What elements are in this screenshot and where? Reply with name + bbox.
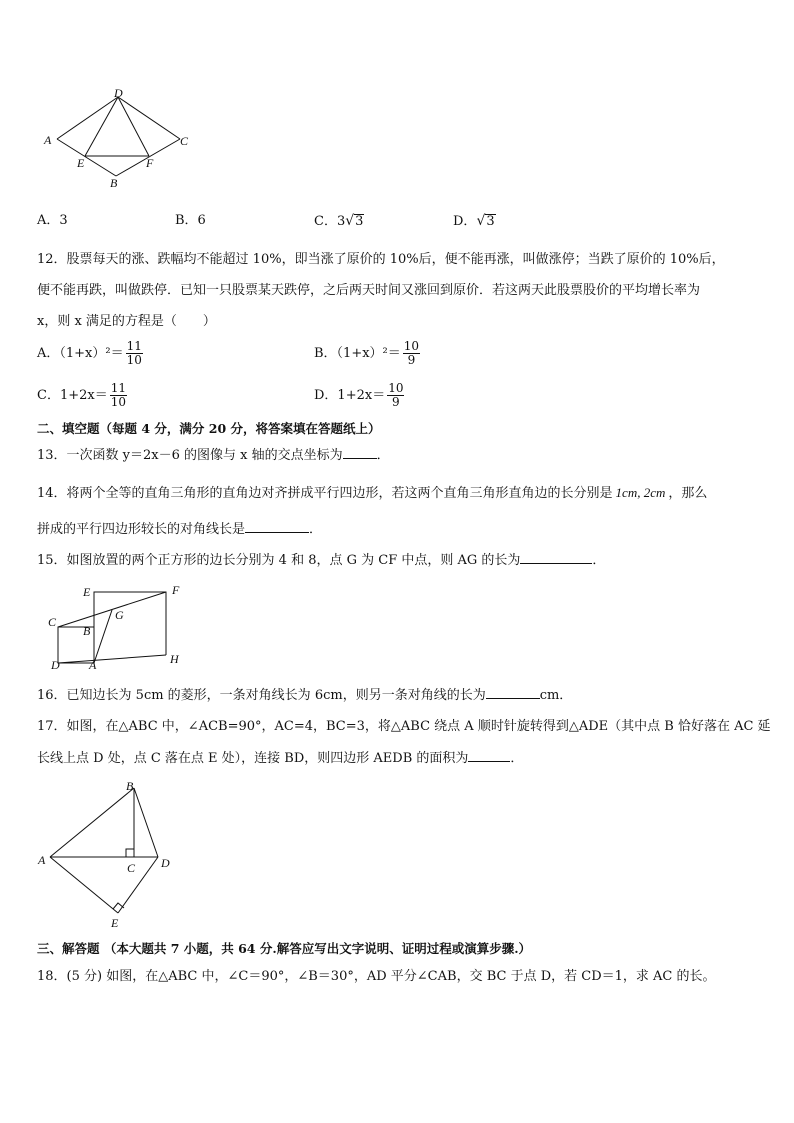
answer-blank <box>343 446 377 459</box>
label-f: F <box>172 584 180 597</box>
label-a: A <box>44 133 52 147</box>
numerator: 10 <box>403 339 420 353</box>
label-c: C <box>127 861 136 875</box>
q12-option-d <box>314 382 404 409</box>
q14-text: 14．将两个全等的直角三角形的直角边对齐拼成平行四边形，若这两个直角三角形直角边的长分别是 <box>37 486 613 501</box>
label-d: D <box>161 856 170 870</box>
fraction <box>126 340 143 367</box>
label-f: F <box>146 156 154 170</box>
fraction <box>110 382 127 409</box>
answer-blank <box>468 749 510 762</box>
answer-blank <box>245 520 309 533</box>
label-h: H <box>170 652 179 666</box>
label-a: A <box>38 853 46 867</box>
q15-end: ． <box>592 553 606 568</box>
label-e: E <box>83 585 91 599</box>
q14-line2-text: 拼成的平行四边形较长的对角线长是 <box>37 522 246 537</box>
q11-option-d-radicand: 3 <box>486 214 495 229</box>
q11-option-b: B．6 <box>175 213 206 228</box>
q16 <box>37 686 572 705</box>
q12-option-b-text: B．（1+x）²＝ <box>314 346 401 361</box>
q17-line-2 <box>37 749 523 768</box>
q11-option-c-radicand: 3 <box>355 214 364 229</box>
label-b: B <box>83 624 91 638</box>
q11-option-d <box>453 212 496 231</box>
sqrt-symbol: √ <box>476 213 486 229</box>
q14-line1-end: ，那么 <box>668 486 708 501</box>
rotated-triangle-figure <box>36 778 186 930</box>
q13 <box>37 446 390 465</box>
q14-end: ． <box>309 522 323 537</box>
q18: 18．(5 分) 如图，在△ABC 中，∠C＝90°，∠B＝30°，AD 平分∠CAB，交 BC 于点 D，若 CD＝1，求 AC 的长。 <box>37 969 716 984</box>
label-d: D <box>114 86 123 100</box>
q11-option-a: A．3 <box>37 213 68 228</box>
denominator: 9 <box>392 395 400 409</box>
q14-line-2 <box>37 520 322 539</box>
label-d: D <box>51 658 60 670</box>
two-squares-figure <box>44 584 194 670</box>
q14-line-1 <box>37 484 707 503</box>
q17-line-1: 17．如图，在△ABC 中，∠ACB=90°，AC=4，BC=3，将△ABC 绕点 A 顺时针旋转得到△ADE（其中点 B 恰好落在 AC 延 <box>37 719 771 734</box>
label-b: B <box>126 779 134 793</box>
q12-line-3: x，则 x 满足的方程是（ ） <box>37 314 216 329</box>
label-b: B <box>110 176 118 190</box>
denominator: 10 <box>126 353 142 367</box>
q12-option-c-text: C．1+2x＝ <box>37 388 108 403</box>
q17-line2-text: 长线上点 D 处，点 C 落在点 E 处），连接 BD，则四边形 AEDB 的面积为 <box>37 751 469 766</box>
label-e: E <box>77 156 85 170</box>
label-c: C <box>180 134 189 148</box>
q12-line-2: 便不能再跌，叫做跌停．已知一只股票某天跌停，之后两天时间又涨回到原价．若这两天此股票股价的平均增长率为 <box>37 283 701 298</box>
section-3-heading: 三、解答题 （本大题共 7 小题，共 64 分.解答应写出文字说明、证明过程或演算步骤.） <box>37 941 532 956</box>
q12-line-1: 12．股票每天的涨、跌幅均不能超过 10%，即当涨了原价的 10%后，便不能再涨，叫做涨停；当跌了原价的 10%后， <box>37 252 725 267</box>
q12-option-d-text: D．1+2x＝ <box>314 388 386 403</box>
fraction <box>403 340 420 367</box>
label-g: G <box>115 608 124 622</box>
numerator: 11 <box>126 339 142 353</box>
q12-option-c <box>37 382 127 409</box>
q12-option-a-text: A．（1+x）²＝ <box>37 346 124 361</box>
section-2-heading: 二、填空题（每题 4 分，满分 20 分，将答案填在答题纸上） <box>37 421 381 436</box>
sqrt-symbol: √ <box>345 213 355 229</box>
rhombus-figure <box>40 86 200 192</box>
fraction <box>387 382 404 409</box>
label-e: E <box>111 916 119 930</box>
numerator: 10 <box>388 381 404 395</box>
q13-text: 13．一次函数 y＝2x－6 的图像与 x 轴的交点坐标为 <box>37 448 343 463</box>
label-a: A <box>89 658 97 670</box>
q15-text: 15．如图放置的两个正方形的边长分别为 4 和 8，点 G 为 CF 中点，则 AG 的长为 <box>37 553 521 568</box>
q11-option-c <box>314 212 364 231</box>
q14-units: 1cm, 2cm <box>615 485 666 500</box>
q11-option-c-text: C．3 <box>314 214 346 229</box>
answer-blank <box>486 686 540 699</box>
q16-text: 16．已知边长为 5cm 的菱形，一条对角线长为 6cm，则另一条对角线的长为 <box>37 688 486 703</box>
numerator: 11 <box>110 381 126 395</box>
q12-option-b <box>314 340 420 367</box>
denominator: 9 <box>407 353 416 367</box>
q15 <box>37 551 605 570</box>
label-c: C <box>48 615 57 629</box>
answer-blank <box>520 551 592 564</box>
denominator: 10 <box>110 395 126 409</box>
q12-option-a <box>37 340 143 367</box>
q16-end: cm． <box>539 688 573 703</box>
q11-option-d-text: D． <box>453 214 477 229</box>
q13-end: ． <box>376 448 390 463</box>
q17-end: ． <box>510 751 524 766</box>
